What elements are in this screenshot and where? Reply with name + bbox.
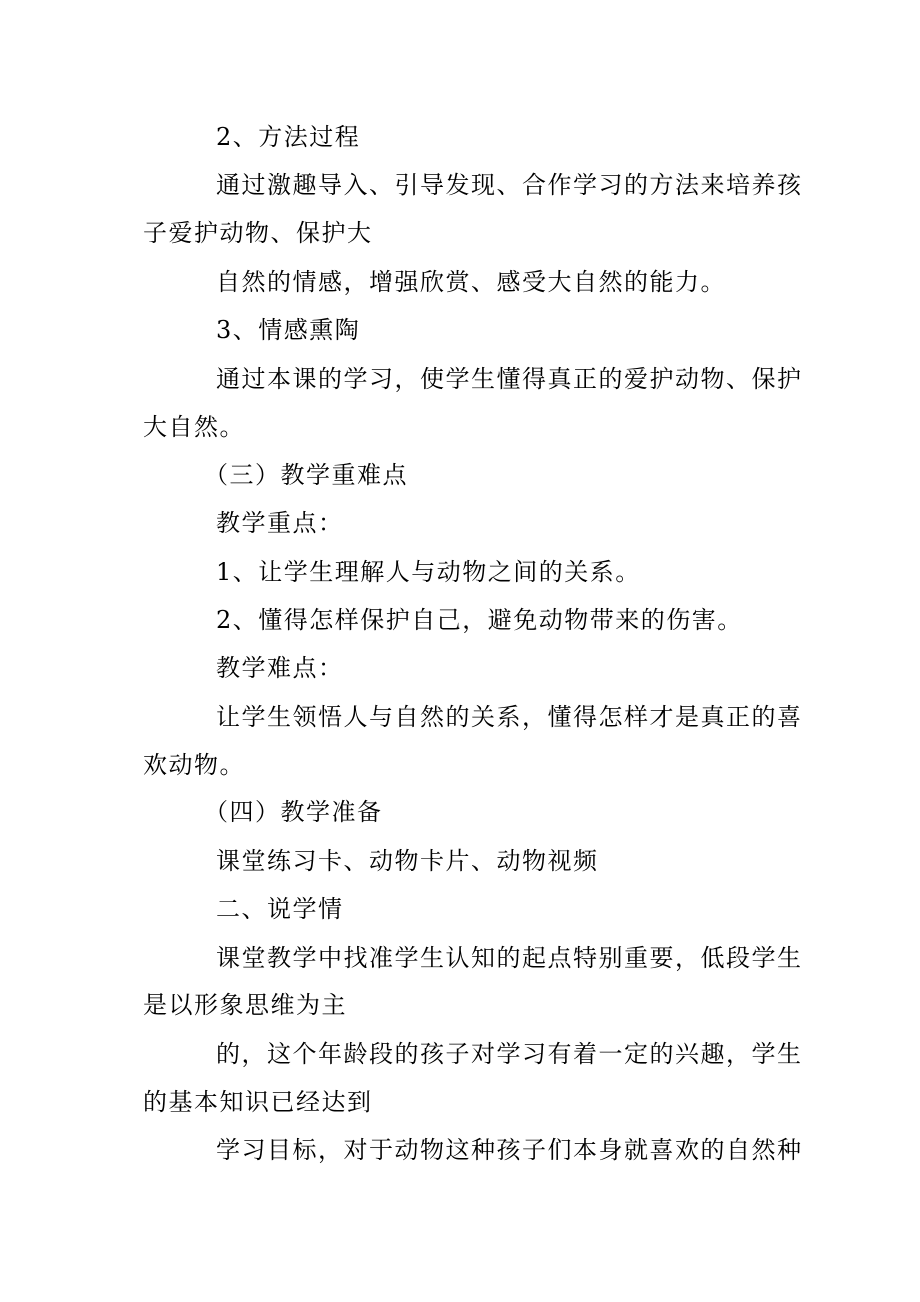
paragraph-line: 让学生领悟人与自然的关系，懂得怎样才是真正的喜 xyxy=(216,703,803,731)
paragraph-line: 的，这个年龄段的孩子对学习有着一定的兴趣，学生 xyxy=(216,1040,803,1068)
paragraph-line: 是以形象思维为主 xyxy=(143,991,347,1019)
section-heading-key-difficult-points: （三）教学重难点 xyxy=(204,461,408,489)
paragraph-line: 子爱护动物、保护大 xyxy=(143,219,373,247)
paragraph-line: 的基本知识已经达到 xyxy=(143,1088,373,1116)
paragraph-line: 学习目标，对于动物这种孩子们本身就喜欢的自然种 xyxy=(216,1136,803,1164)
paragraph-line: 通过本课的学习，使学生懂得真正的爱护动物、保护 xyxy=(216,365,803,393)
paragraph-line: 欢动物。 xyxy=(143,751,245,779)
paragraph-line: 课堂练习卡、动物卡片、动物视频 xyxy=(216,847,599,875)
section-heading-emotion: 3、情感熏陶 xyxy=(216,316,361,344)
section-heading-preparation: （四）教学准备 xyxy=(204,798,383,826)
list-item: 2、懂得怎样保护自己，避免动物带来的伤害。 xyxy=(216,606,743,634)
subheading-key-points: 教学重点： xyxy=(216,509,344,537)
paragraph-line: 课堂教学中找准学生认知的起点特别重要，低段学生 xyxy=(216,944,803,972)
section-heading-method-process: 2、方法过程 xyxy=(216,123,361,151)
paragraph-line: 自然的情感，增强欣赏、感受大自然的能力。 xyxy=(216,268,726,296)
subheading-difficult-points: 教学难点： xyxy=(216,654,344,682)
paragraph-line: 大自然。 xyxy=(143,413,245,441)
list-item: 1、让学生理解人与动物之间的关系。 xyxy=(216,558,641,586)
section-heading-student-situation: 二、说学情 xyxy=(216,895,344,923)
paragraph-line: 通过激趣导入、引导发现、合作学习的方法来培养孩 xyxy=(216,171,803,199)
